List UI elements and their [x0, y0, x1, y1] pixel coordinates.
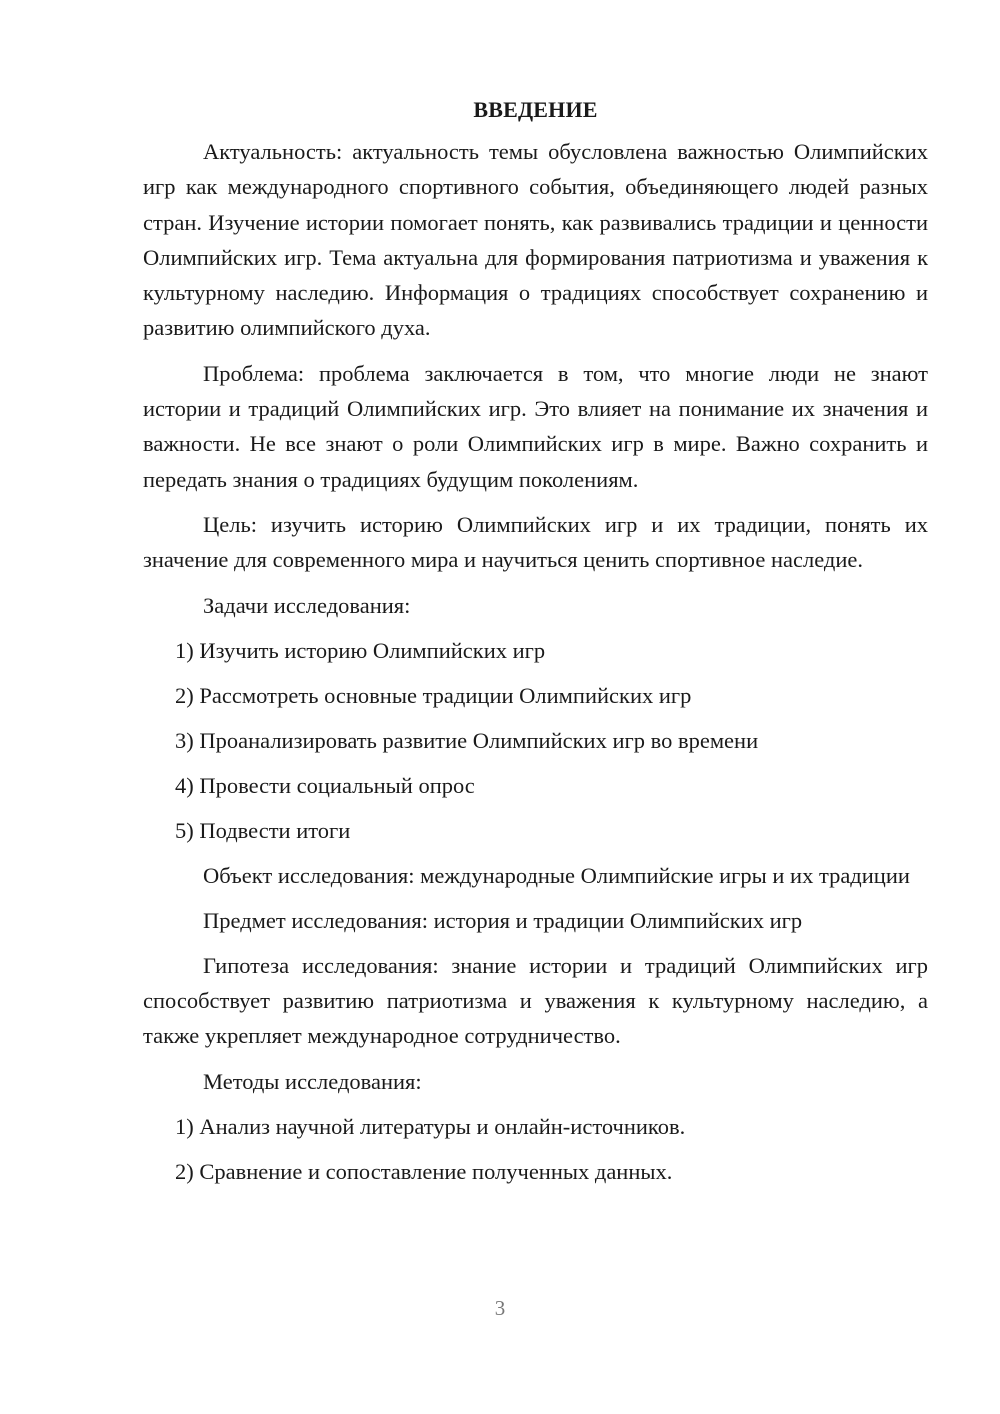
- subject-paragraph: Предмет исследования: история и традиции Олимпийских игр: [203, 907, 803, 933]
- method-item: 2) Сравнение и сопоставление полученных данных.: [175, 1158, 673, 1184]
- task-item: 2) Рассмотреть основные традиции Олимпийских игр: [175, 682, 692, 708]
- hypothesis-paragraph: Гипотеза исследования: знание истории и традиций Олимпийских игр способствует развитию патриотизма и уважения к культурному наследию, а также укрепляет международное сотрудничество.: [143, 952, 928, 1049]
- goal-paragraph: Цель: изучить историю Олимпийских игр и их традиции, понять их значение для современного мира и научиться ценить спортивное наследие.: [143, 511, 928, 573]
- methods-list: [143, 1109, 928, 1189]
- object-paragraph: Объект исследования: международные Олимпийские игры и их традиции: [203, 862, 910, 888]
- method-item: 1) Анализ научной литературы и онлайн-источников.: [175, 1113, 686, 1139]
- task-item: 4) Провести социальный опрос: [175, 772, 475, 798]
- problem-paragraph: Проблема: проблема заключается в том, что многие люди не знают истории и традиций Олимпийских игр. Это влияет на понимание их значения и важности. Не все знают о роли Олимпийских игр в мире. Важно сохранить и передать знания о традициях будущим поколениям.: [143, 360, 928, 492]
- relevance-paragraph: Актуальность: актуальность темы обусловлена важностью Олимпийских игр как международного спортивного события, объединяющего людей разных стран. Изучение истории помогает понять, как развивались традиции и ценности Олимпийских игр. Тема актуальна для формирования патриотизма и уважения к культурному наследию. Информация о традициях способствует сохранению и развитию олимпийского духа.: [143, 139, 928, 341]
- task-item: 5) Подвести итоги: [175, 817, 351, 843]
- tasks-list: [143, 633, 928, 848]
- document-page: [143, 92, 928, 1199]
- task-item: 3) Проанализировать развитие Олимпийских игр во времени: [175, 727, 759, 753]
- tasks-label: Задачи исследования:: [203, 592, 411, 618]
- methods-label: Методы исследования:: [203, 1068, 422, 1094]
- page-number: 3: [494, 1296, 506, 1320]
- section-heading: ВВЕДЕНИЕ: [473, 97, 598, 122]
- task-item: 1) Изучить историю Олимпийских игр: [175, 637, 546, 663]
